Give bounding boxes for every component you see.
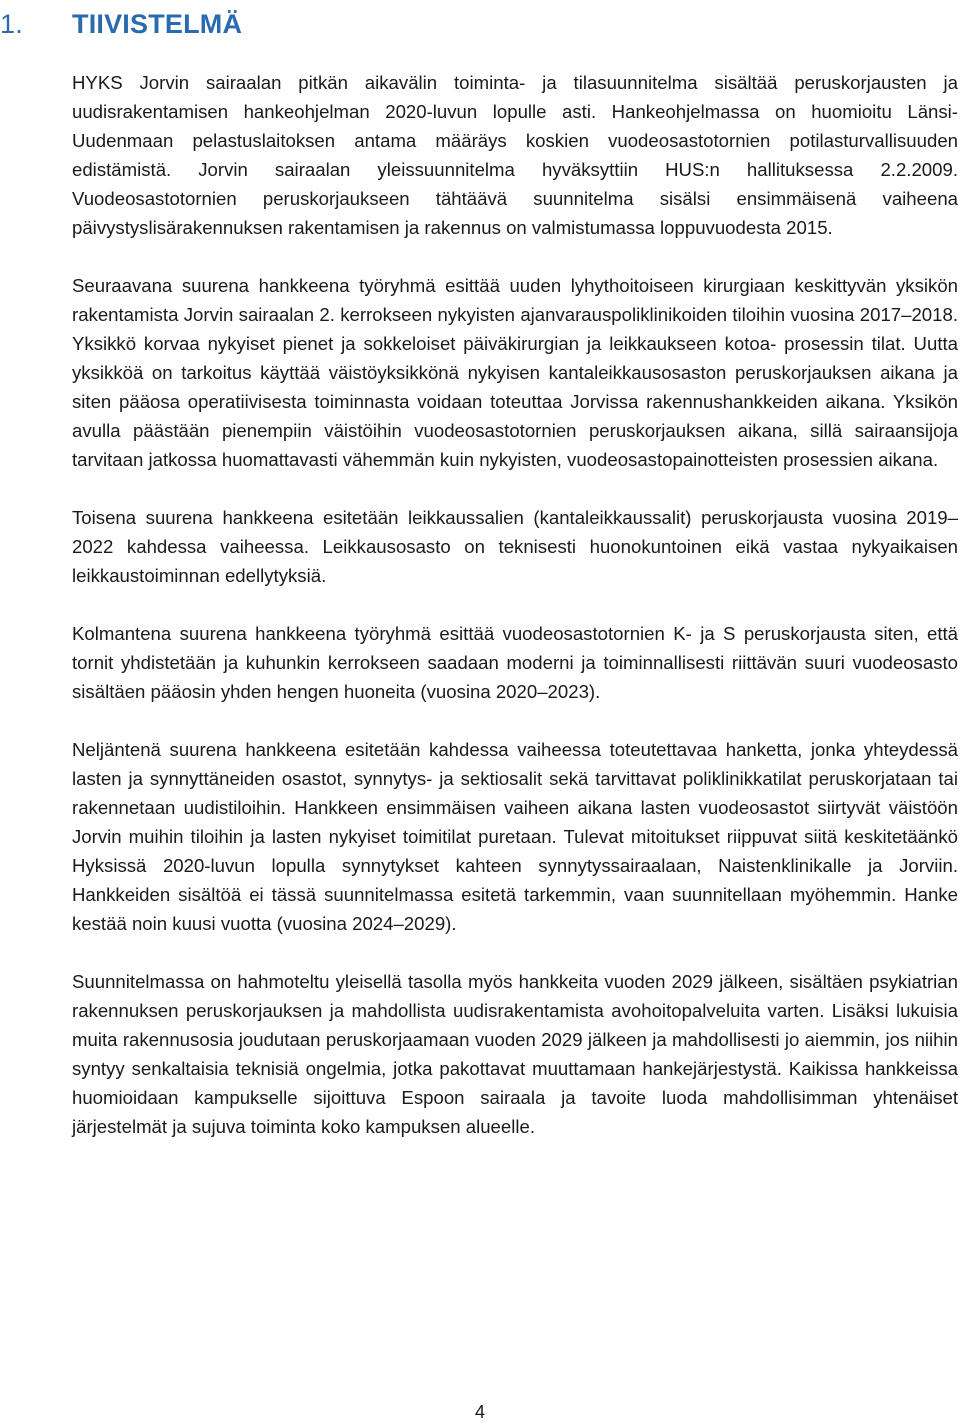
paragraph-ward-towers: Kolmantena suurena hankkeena työryhmä esittää vuodeosastotornien K- ja S peruskorjausta siten, että tornit yhdistetään ja kuhunkin kerrokseen saadaan moderni ja toiminnallisesti riittävän suuri vuodeosasto sisältäen pääosin yhden hengen huoneita (vuosina 2020–2023). [72, 623, 958, 702]
paragraph-after-2029: Suunnitelmassa on hahmoteltu yleisellä tasolla myös hankkeita vuoden 2029 jälkeen, sisältäen psykiatrian rakennuksen peruskorjauksen ja mahdollista uudisrakentamista avohoitopalveluita varten. Lisäksi lukuisia muita rakennusosia joudutaan peruskorjaamaan vuoden 2029 jälkeen ja mahdollisesti jo aiemmin, jos niihin syntyy senkaltaisia teknisiä ongelmia, jotka pakottavat muuttamaan hankejärjestystä. Kaikissa hankkeissa huomioidaan kampukselle sijoittuva Espoon sairaala ja tavoite luoda mahdollisimman yhtenäiset järjestelmät ja sujuva toiminta koko kampuksen alueelle. [72, 971, 958, 1137]
paragraph-operating-rooms: Toisena suurena hankkeena esitetään leikkaussalien (kantaleikkaussalit) peruskorjausta vuosina 2019–2022 kahdessa vaiheessa. Leikkausosasto on teknisesti huonokuntoinen eikä vastaa nykyaikaisen leikkaustoiminnan edellytyksiä. [72, 507, 958, 586]
summary-body [72, 68, 958, 1170]
paragraph-intro: HYKS Jorvin sairaalan pitkän aikavälin toiminta- ja tilasuunnitelma sisältää peruskorjausten ja uudisrakentamisen hankeohjelman 2020-luvun lopulle asti. Hankeohjelmassa on huomioitu Länsi-Uudenmaan pelastuslaitoksen antama määräys koskien vuodeosastotornien potilasturvallisuuden edistämistä. Jorvin sairaalan yleissuunnitelma hyväksyttiin HUS:n hallituksessa 2.2.2009. Vuodeosastotornien peruskorjaukseen tähtäävä suunnitelma sisälsi ensimmäisenä vaiheena päivystyslisärakennuksen rakentamisen ja rakennus on valmistumassa loppuvuodesta 2015. [72, 72, 958, 238]
section-heading [0, 4, 242, 44]
paragraph-children-maternity: Neljäntenä suurena hankkeena esitetään kahdessa vaiheessa toteutettavaa hanketta, jonka yhteydessä lasten ja synnyttäneiden osastot, synnytys- ja sektiosalit sekä tarvittavat poliklinikkatilat peruskorjataan tai rakennetaan uudistiloihin. Hankkeen ensimmäisen vaiheen aikana lasten vuodeosastot siirtyvät väistöön Jorvin muihin tiloihin ja lasten nykyiset toimitilat puretaan. Tulevat mitoitukset riippuvat siitä keskitetäänkö Hyksissä 2020-luvun lopulla synnytykset kahteen synnytyssairaalaan, Naistenklinikalle ja Jorviin. Hankkeiden sisältöä ei tässä suunnitelmassa esitetä tarkemmin, vaan suunnitellaan myöhemmin. Hanke kestää noin kuusi vuotta (vuosina 2024–2029). [72, 739, 958, 934]
section-title: TIIVISTELMÄ [72, 8, 243, 39]
page-number: 4 [474, 1402, 485, 1422]
section-number: 1. [0, 8, 23, 39]
paragraph-day-surgery-unit: Seuraavana suurena hankkeena työryhmä esittää uuden lyhythoitoiseen kirurgiaan keskittyvän yksikön rakentamista Jorvin sairaalan 2. kerrokseen nykyisten ajanvarauspoliklinikoiden tiloihin vuosina 2017–2018. Yksikkö korvaa nykyiset pienet ja sokkeloiset päiväkirurgian ja leikkaukseen kotoa- prosessin tilat. Uutta yksikköä on tarkoitus käyttää väistöyksikkönä nykyisen kantaleikkausosaston peruskorjauksen aikana ja siten pääosa operatiivisesta toiminnasta voidaan toteuttaa Jorvissa rakennushankkeiden aikana. Yksikön avulla päästään pienempiin väistöihin vuodeosastotornien peruskorjauksen aikana, sillä sairaansijoja tarvitaan jatkossa huomattavasti vähemmän kuin nykyisten, vuodeosastopainotteisten prosessien aikana. [72, 275, 958, 470]
